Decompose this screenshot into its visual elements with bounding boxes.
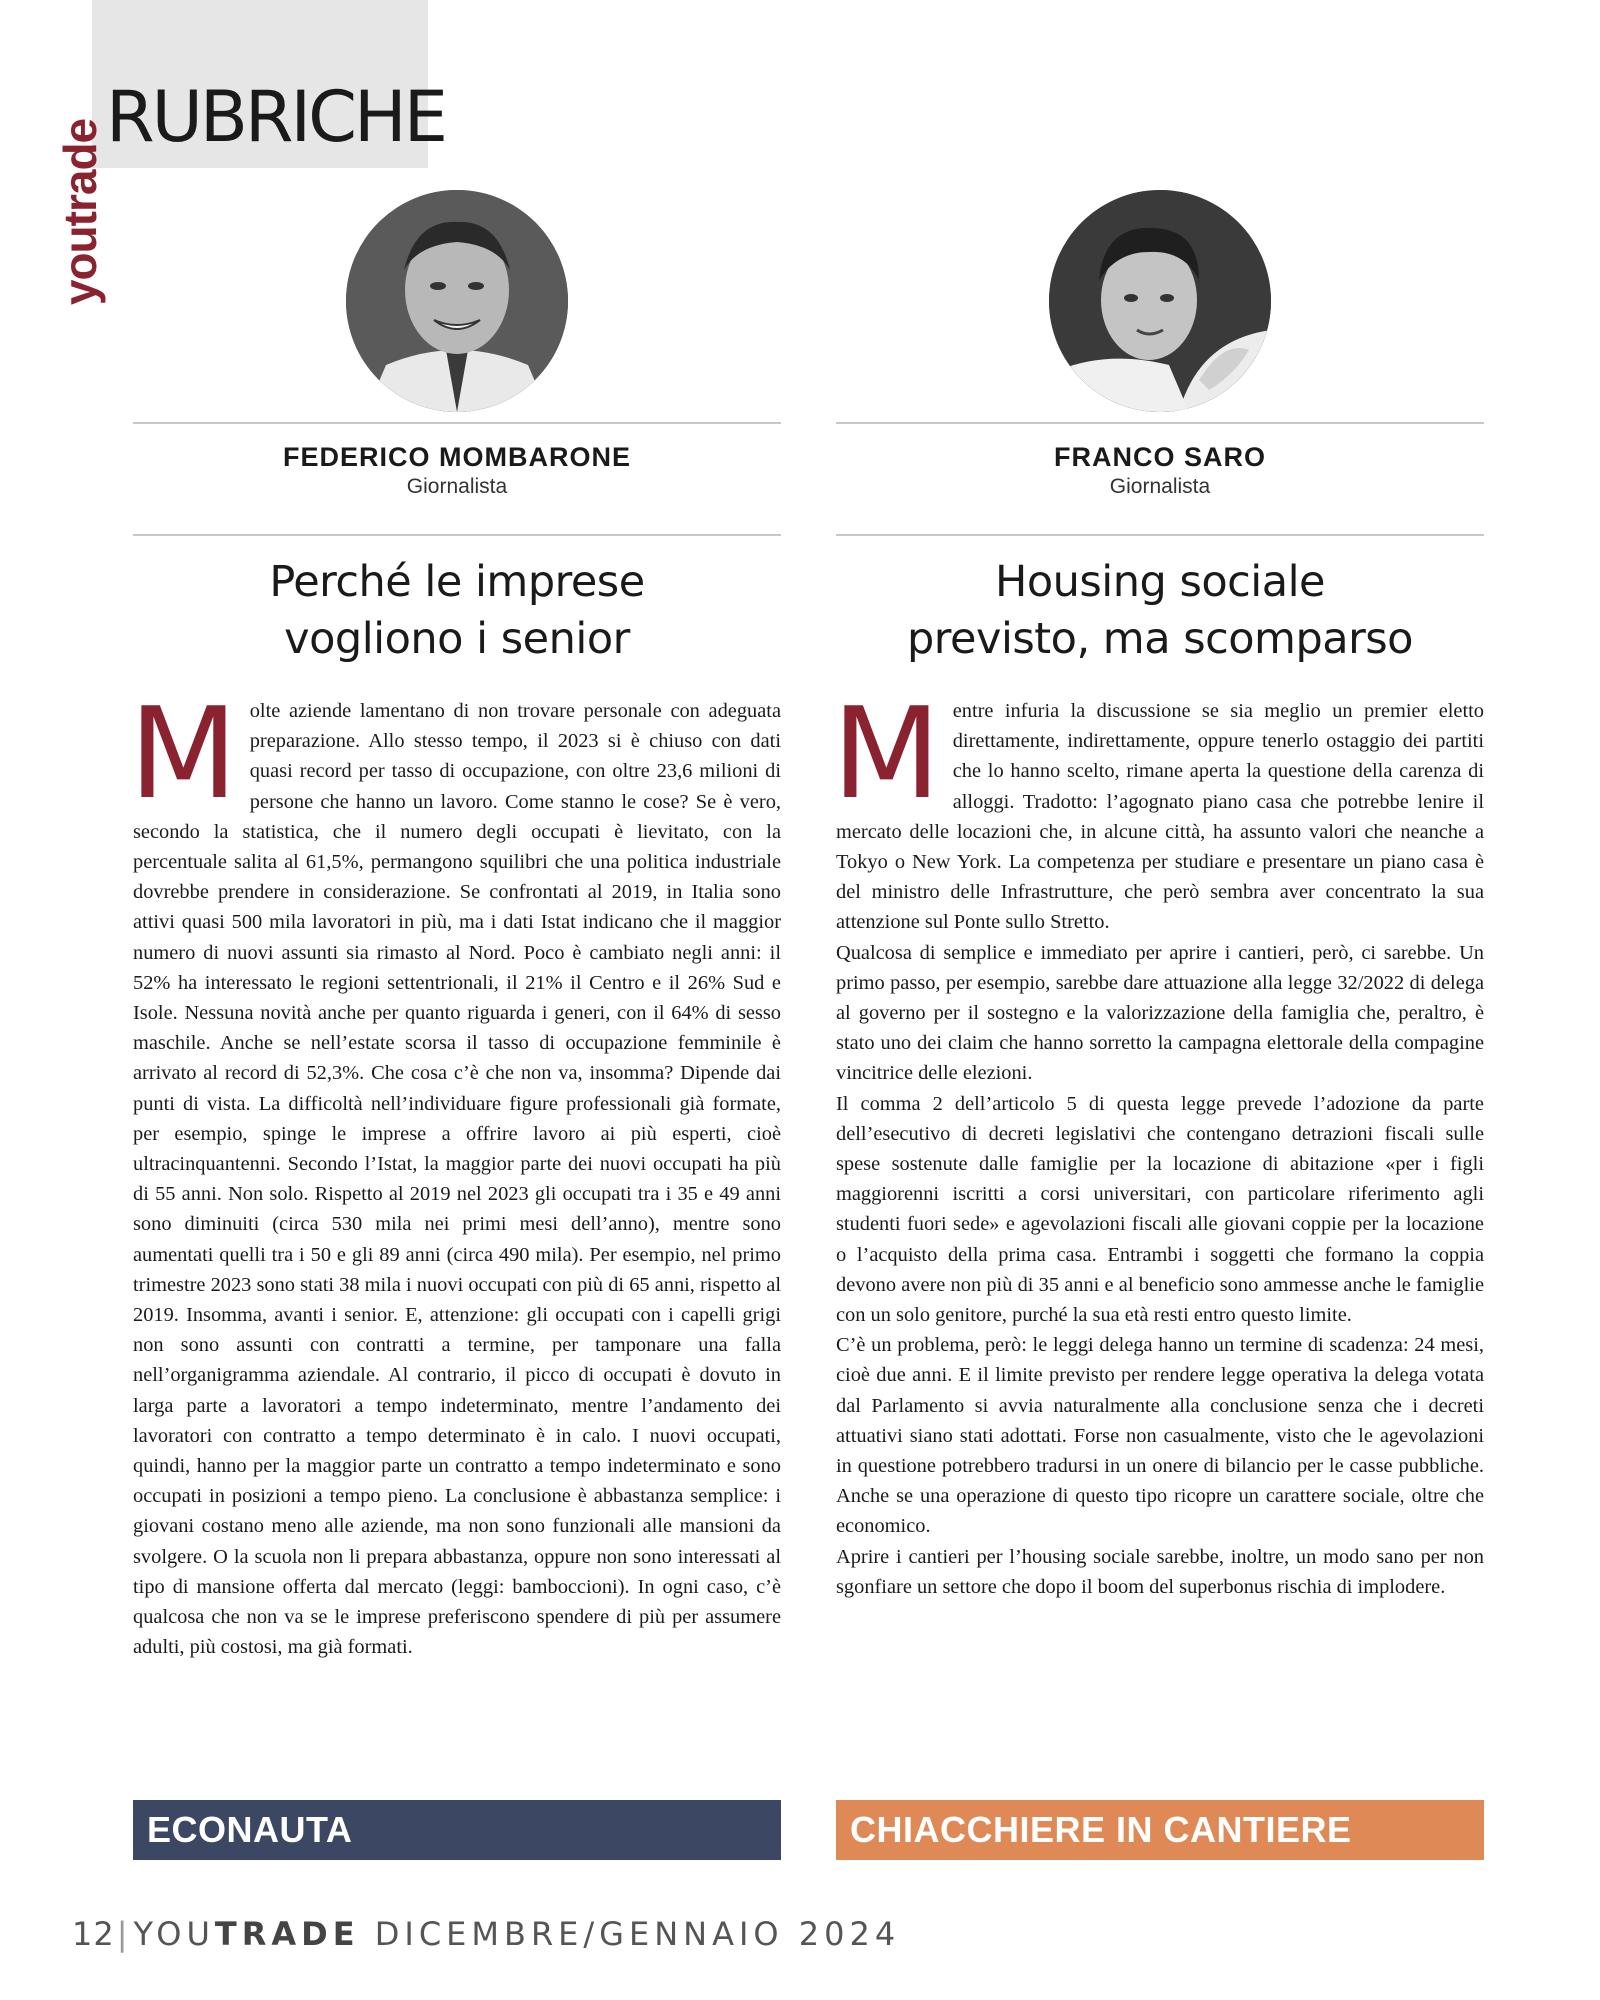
article-paragraph: Il comma 2 dell’articolo 5 di questa legge prevede l’adozione da parte dell’esecutivo di decreti legislativi che contengano detrazioni fiscali sulle spese sostenute dalle famiglie per la locazione di abitazione «per i figli maggiorenni iscritti a corsi universitari, con particolare riferimento agli studenti fuori sede» e agevolazioni fiscali alle giovani coppie per la locazione o l’acquisto della prima casa. Entrambi i soggetti che formano la coppia devono avere non più di 35 anni e al beneficio sono ammesse anche le famiglie con un solo genitore, purché la sua età resti entro questo limite. (836, 1092, 1484, 1327)
article-paragraph: olte aziende lamentano di non trovare personale con adeguata preparazione. Allo stesso tempo, il 2023 si è chiuso con dati quasi record per tasso di occupazione, con oltre 23,6 milioni di persone che hanno un lavoro. Come stanno le cose? Se è vero, secondo la statistica, che il numero degli occupati è lievitato, con la percentuale salita al 61,5%, permangono squilibri che una politica industriale dovrebbe prendere in considerazione. Se confrontati al 2019, in Italia sono attivi quasi 500 mila lavoratori in più, ma i dati Istat indicano che il maggior numero di nuovi assunti sia rimasto al Nord. Poco è cambiato negli anni: il 52% ha interessato le regioni settentrionali, il 21% il Centro e il 26% Sud e Isole. Nessuna novità anche per quanto riguarda i generi, con il 64% di sesso maschile. Anche se nell’estate scorsa il tasso di occupazione femminile è arrivato al record di 52,3%. Che cosa c’è che non va, insomma? Dipende dai punti di vista. La difficoltà nell’individuare figure professionali già formate, per esempio, spinge le imprese a offrire lavoro ai più esperti, cioè ultracinquantenni. Secondo l’Istat, la maggior parte dei nuovi occupati ha più di 55 anni. Non solo. Rispetto al 2019 nel 2023 gli occupati tra i 35 e 49 anni sono diminuiti (circa 530 mila nei primi mesi dell’anno), mentre sono aumentati quelli tra i 50 e gli 89 anni (circa 490 mila). Per esempio, nel primo trimestre 2023 sono stati 38 mila i nuovi occupati con più di 65 anni, rispetto al 2019. Insomma, avanti i senior. E, attenzione: gli occupati con i capelli grigi non sono assunti con contratti a termine, per tamponare una falla nell’organigramma aziendale. Al contrario, il picco di occupati è dovuto in larga parte a lavoratori a tempo indeterminato, mentre l’andamento dei lavoratori con contratto a tempo determinato è in calo. I nuovi occupati, quindi, hanno per la maggior parte un contratto a tempo indeterminato e sono occupati in posizioni a tempo pieno. La conclusione è abbastanza semplice: i giovani costano meno alle aziende, ma non sono funzionali alle mansioni da svolgere. O la scuola non li prepara abbastanza, oppure non sono interessati al tipo di mansione offerta dal mercato (leggi: bamboccioni). In ogni caso, c’è qualcosa che non va se le imprese preferiscono spendere di più per assumere adulti, più costosi, ma già formati. (133, 700, 781, 1659)
author-name: FEDERICO MOMBARONE (283, 442, 631, 472)
column-right (832, 190, 1484, 1602)
brand-wordmark: youtrade (54, 118, 106, 306)
column-banner-econauta: ECONAUTA (133, 1800, 781, 1860)
article-body (832, 680, 1484, 1602)
headline-line-2: previsto, ma scomparso (907, 614, 1413, 664)
article-headline (133, 554, 781, 668)
divider (836, 534, 1484, 536)
author-photo-left (346, 190, 568, 412)
article-headline (836, 554, 1484, 668)
magazine-name-prefix: YOU (133, 1915, 215, 1953)
author-block (133, 424, 781, 534)
issue-date: DICEMBRE/GENNAIO 2024 (374, 1915, 901, 1953)
author-role: Giornalista (406, 475, 508, 498)
headline-line-1: Housing sociale (994, 557, 1325, 607)
portrait-illustration-right (1049, 190, 1271, 412)
column-left (129, 190, 781, 1663)
article-paragraph: C’è un problema, però: le leggi delega hanno un termine di scadenza: 24 mesi, cioè due anni. E il limite previsto per rendere legge operativa la delega votata dal Parlamento si avvia naturalmente alla conclusione senza che i decreti attuativi siano stati adottati. Forse non casualmente, visto che le agevolazioni in questione potrebbero tradursi in un onere di bilancio per le casse pubbliche. Anche se una operazione di questo tipo ricopre un carattere sociale, oltre che economico. (836, 1334, 1484, 1538)
author-block (836, 424, 1484, 534)
article-paragraph: Aprire i cantieri per l’housing sociale sarebbe, inoltre, un modo sano per non sgonfiare un settore che dopo il boom del superbonus rischia di implodere. (836, 1545, 1484, 1598)
page-footer (72, 1915, 901, 1953)
footer-separator: | (116, 1915, 128, 1953)
brand-logo (54, 92, 106, 332)
divider (133, 534, 781, 536)
drop-cap: M (129, 680, 238, 827)
magazine-name-bold: TRADE (214, 1915, 360, 1953)
article-paragraph: entre infuria la discussione se sia meglio un premier eletto direttamente, indirettamente, oppure tenerlo ostaggio dei partiti che lo hanno scelto, rimane aperta la questione della carenza di alloggi. Tradotto: l’agognato piano casa che potrebbe lenire il mercato delle locazioni che, in alcune città, ha assunto valori che neanche a Tokyo o New York. La competenza per studiare e presentare un piano casa è del ministro delle Infrastrutture, che però sembra aver concentrato la sua attenzione sul Ponte sullo Stretto. (836, 700, 1484, 934)
author-name: FRANCO SARO (1054, 442, 1266, 472)
article-paragraph: Qualcosa di semplice e immediato per aprire i cantieri, però, ci sarebbe. Un primo passo, per esempio, sarebbe dare attuazione alla legge 32/2022 di delega al governo per il sostegno e la valorizzazione della famiglia che, peraltro, è stato uno dei claim che hanno sorretto la campagna elettorale della compagine vincitrice delle elezioni. (836, 941, 1484, 1085)
section-title: RUBRICHE (106, 76, 445, 158)
author-role: Giornalista (1109, 475, 1211, 498)
author-photo-right (1049, 190, 1271, 412)
portrait-illustration-left (346, 190, 568, 412)
article-body (129, 680, 781, 1663)
headline-line-1: Perché le imprese (269, 557, 645, 607)
column-banner-chiacchiere: CHIACCHIERE IN CANTIERE (836, 1800, 1484, 1860)
drop-cap: M (832, 680, 941, 827)
headline-line-2: vogliono i senior (284, 614, 630, 664)
page-number: 12 (72, 1915, 115, 1953)
